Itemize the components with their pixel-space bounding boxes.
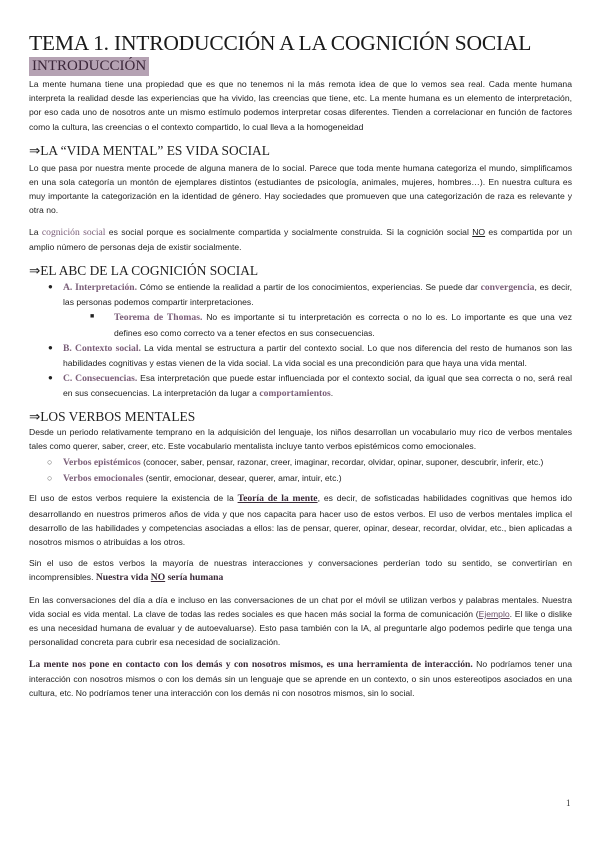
circle-bullet-icon: ○ [47,473,53,484]
list-item-consecuencias: ● C. Consecuencias. Esa interpretación que puede estar influenciada por el contexto social, da igual que sea correcta o no, será real en sus consecuencias. La interpretación da lugar a comportamientos. [48,373,572,400]
circle-bullet-icon: ○ [47,457,53,468]
list-item-verbos-epistemicos: ○ Verbos epistémicos (conocer, saber, pensar, razonar, creer, imaginar, recordar, olvidar, opinar, suponer, descubrir, inferir, etc.) [47,457,544,469]
section-heading-verbos: ⇒LOS VERBOS MENTALES [29,408,196,424]
verbos-paragraph-1: Desde un periodo relativamente temprano en la adquisición del lenguaje, los niños desarrollan un vocabulario muy rico de verbos mentales tales como querer, saber, creer, etc. Este vocabulario mentalista incluye tanto verbos epistémicos como emocionales. [29,426,572,451]
intro-paragraph: La mente humana tiene una propiedad que es que no tenemos ni la más remota idea de que lo vemos sea real. Cada mente humana interpreta la realidad desde las experiencias que ha vivido, las creencias que tiene, etc. La mente humana es un elemento de interpretación, por eso cada uno de nosotros ante un mismo estímulo podemos interpretar cosas diferentes. Tienden a correlacionar en función de factores como la cultura, las creencias o el contexto compartido, lo cual lleva a la homogeneidad [29,79,572,132]
highlight-teoria-mente: Teoría de la mente [237,493,318,505]
ejemplo-link[interactable]: Ejemplo [478,608,510,619]
page-title: TEMA 1. INTRODUCCIÓN A LA COGNICIÓN SOCIAL [29,31,532,55]
page-number: 1 [566,798,571,808]
document-page [29,30,572,700]
verbos-list [29,455,572,486]
verbos-paragraph-5: La mente nos pone en contacto con los demás y con nosotros mismos, es una herramienta de interacción. No podríamos tener una interacción con nosotros mismos o con los demás sin un lenguaje que se aprende en un contexto, o sin unos estereotipos asociados en una cultura, etc. No podríamos tener una interacción con los demás ni con nosotros mismos, sin lo social. [29,658,572,698]
section-heading-vida-mental: ⇒LA “VIDA MENTAL” ES VIDA SOCIAL [29,142,270,158]
list-item-interpretacion: ● A. Interpretación. Cómo se entiende la realidad a partir de los conocimientos, experiencias. Se puede dar convergencia, es decir, las personas podemos compartir interpretaciones. [48,282,572,308]
bullet-icon: ● [48,342,53,352]
verbos-paragraph-4: En las conversaciones del día a día e incluso en las conversaciones de un chat por el móvil se utilizan verbos y palabras mentales. Nuestra vida social es vida mental. La clave de todas las redes sociales es que hacen más social la forma de comunicación (Ejemplo. El like o dislike es una necesidad humana de evaluar y de autoevaluarse). Esto pasa también con la IA, al preguntarle algo podemos pedirle que tenga una personalidad concreta para cubrir esa necesidad de socialización. [29,594,572,648]
emphasis-no: NO [472,226,486,237]
verbos-paragraph-2: El uso de estos verbos requiere la existencia de la Teoría de la mente, es decir, de sofisticadas habilidades cognitivas que hemos ido desarrollando en nuestros primeros años de vida y que nos capacita para hacer uso de estos verbos. El uso de verbos mentales implica el desarrollo de las habilidades y competencias asociadas a ellos: las de pensar, querer, opinar, desear, recordar, olvidar, etc., bien aplicadas a nosotros mismos o atribuidas a los otros. [29,493,572,548]
intro-heading: INTRODUCCIÓN [29,57,149,76]
vida-mental-paragraph-2: La cognición social es social porque es socialmente compartida y socialmente construida. Si la cognición social NO es compartida por un amplio número de personas deja de existir socialmente. [29,226,572,252]
list-item-contexto-social: ● B. Contexto social. La vida mental se estructura a partir del contexto social. Lo que nos diferencia del resto de humanos son las habilidades cognitivas y estas vienen de la vida social. La vida social es una precondición para que haya una vida mental. [48,342,572,369]
list-item-verbos-emocionales: ○ Verbos emocionales (sentir, emocionar, desear, querer, amar, intuir, etc.) [47,473,342,485]
bullet-icon: ● [48,282,53,292]
vida-mental-paragraph-1: Lo que pasa por nuestra mente procede de alguna manera de lo social. Parece que toda mente humana categoriza el mundo, simplificamos en una sola categoría un montón de ejemplares distintos (estudiantes de psicología, animales, mujeres, hombres…). En nuestra cultura es muy importante la categorización en la identidad de género. Hay sociedades que promueven que una categorización de raza es relevante y otra no. [29,162,572,216]
square-bullet-icon: ■ [90,313,95,321]
section-heading-abc: ⇒EL ABC DE LA COGNICIÓN SOCIAL [29,263,259,279]
list-item-teorema-thomas: ■ Teorema de Thomas. No es importante si tu interpretación es correcta o no lo es. Lo importante es que una vez defines eso como correcto va a tener efectos en sus consecuencias. [90,312,573,338]
emphasis-no: NO [150,572,166,584]
verbos-paragraph-3: Sin el uso de estos verbos la mayoría de nuestras interacciones y conversaciones perderían todo su sentido, se convertirían en incomprensibles. Nuestra vida NO sería humana [29,558,572,584]
abc-list [29,280,572,402]
highlight-cognicion-social: cognición social [41,226,106,238]
bullet-icon: ● [48,373,53,383]
